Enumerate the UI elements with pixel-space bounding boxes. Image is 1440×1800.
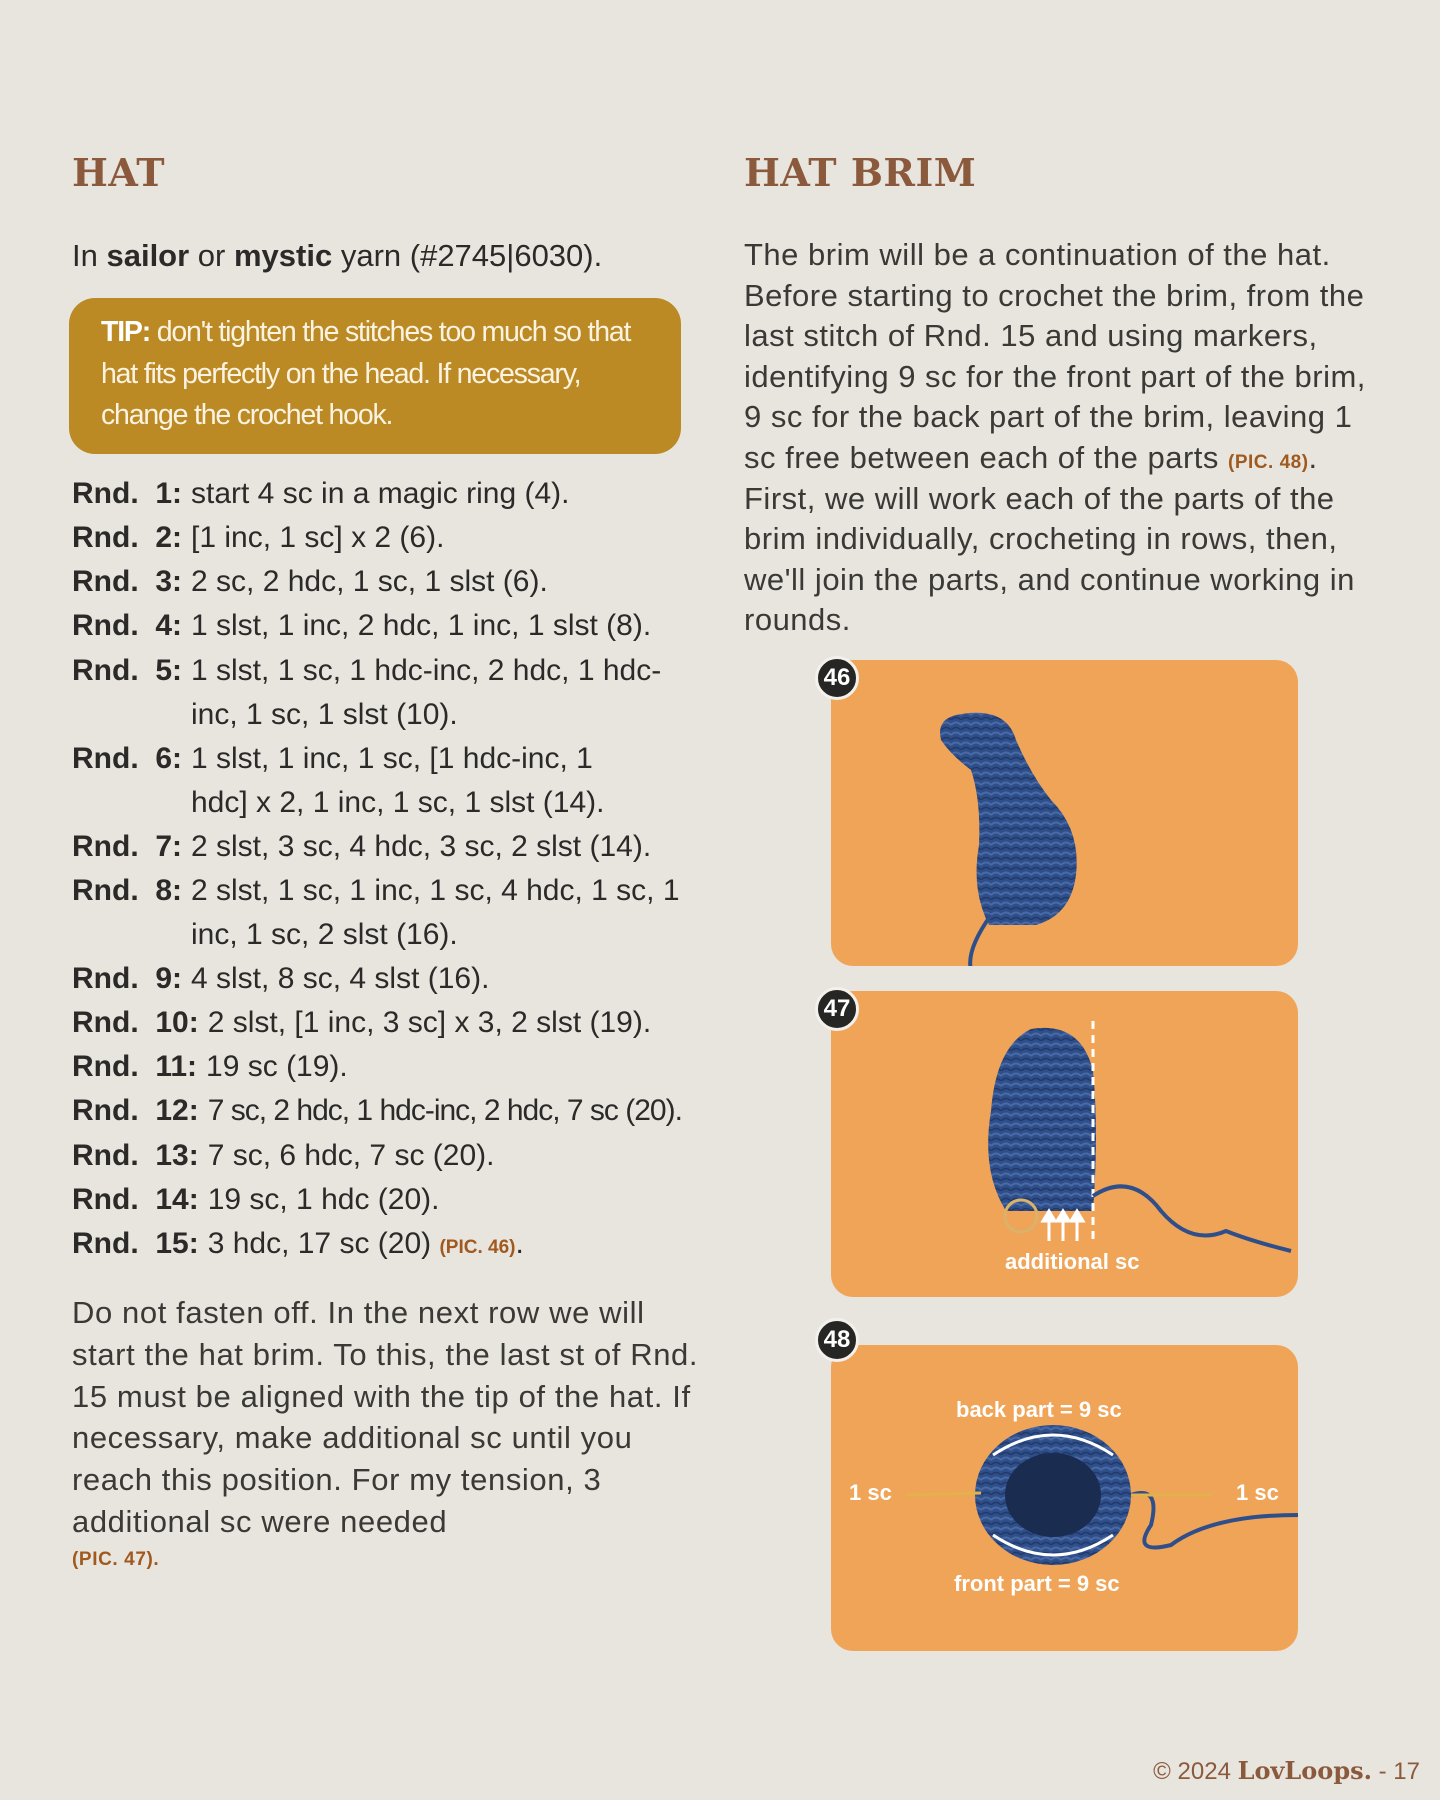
hat-cone-illustration — [831, 660, 1298, 966]
hat-intro: In sailor or mystic yarn (#2745|6030). — [72, 238, 603, 273]
round-row: Rnd. 5: 1 slst, 1 sc, 1 hdc-inc, 2 hdc, 1 hdc-inc, 1 sc, 1 slst (10). — [72, 653, 662, 731]
photo-46-badge: 46 — [815, 656, 859, 700]
brand-logo: LovLoops. — [1237, 1756, 1372, 1785]
round-row: Rnd. 1: start 4 sc in a magic ring (4). — [72, 477, 570, 511]
round-row: Rnd. 14: 19 sc, 1 hdc (20). — [72, 1182, 440, 1216]
round-row: Rnd. 8: 2 slst, 1 sc, 1 inc, 1 sc, 4 hdc, 1 sc, 1 inc, 1 sc, 2 slst (16). — [72, 873, 680, 952]
left-sc-label: 1 sc — [849, 1480, 892, 1505]
right-sc-label: 1 sc — [1236, 1480, 1279, 1505]
round-row: Rnd. 9: 4 slst, 8 sc, 4 slst (16). — [72, 962, 490, 996]
yarn-sailor: sailor — [106, 238, 190, 273]
tip-label: TIP: — [101, 316, 151, 349]
additional-sc-label: additional sc — [1005, 1249, 1140, 1274]
pic-48-ref: (PIC. 48) — [1228, 452, 1309, 474]
brim-title: HAT BRIM — [744, 150, 977, 195]
round-row: Rnd. 10: 2 slst, [1 inc, 3 sc] x 3, 2 slst (19). — [72, 1006, 652, 1040]
front-part-label: front part = 9 sc — [954, 1571, 1120, 1596]
round-row: Rnd. 7: 2 slst, 3 sc, 4 hdc, 3 sc, 2 slst (14). — [72, 829, 652, 863]
hat-section — [72, 150, 712, 1573]
round-row: Rnd. 12: 7 sc, 2 hdc, 1 hdc-inc, 2 hdc, 7 sc (20). — [72, 1094, 682, 1128]
hat-note: Do not fasten off. In the next row we will start the hat brim. To this, the last st of Rnd. 15 must be aligned with the tip of the hat. If necessary, make additional sc until you reach this position. For my tension, 3 additional sc were needed (PIC. 47). — [72, 1292, 712, 1573]
page-footer: © 2024 LovLoops. - 17 — [1153, 1756, 1420, 1785]
round-row: Rnd. 2: [1 inc, 1 sc] x 2 (6). — [72, 521, 445, 555]
round-row: Rnd. 15: 3 hdc, 17 sc (20) (PIC. 46). — [72, 1226, 524, 1260]
pic-46-ref: (PIC. 46) — [439, 1236, 516, 1258]
yarn-mystic: mystic — [233, 238, 333, 273]
round-list — [72, 472, 712, 1266]
back-part-label: back part = 9 sc — [956, 1397, 1122, 1422]
photo-46 — [831, 660, 1298, 966]
brim-text: The brim will be a continuation of the hat. Before starting to crochet the brim, from the last stitch of Rnd. 15 and using markers, identifying 9 sc for the front part of the brim, 9 sc for the back part of the brim, leaving 1 sc free between each of the parts (PIC. 48). First, we will work each of the parts of the brim individually, crocheting in rows, then, we'll join the parts, and continue working in rounds. — [744, 237, 1366, 638]
pic-47-ref: (PIC. 47). — [72, 1548, 160, 1570]
photo-47 — [831, 991, 1298, 1297]
photo-48 — [831, 1345, 1298, 1651]
page-number: - 17 — [1371, 1758, 1420, 1785]
brim-section — [744, 150, 1384, 641]
round-row: Rnd. 13: 7 sc, 6 hdc, 7 sc (20). — [72, 1138, 495, 1172]
photo-48-badge: 48 — [815, 1318, 859, 1362]
hat-top-illustration — [831, 1345, 1298, 1651]
round-row: Rnd. 4: 1 slst, 1 inc, 2 hdc, 1 inc, 1 slst (8). — [72, 609, 652, 643]
tip-box — [69, 298, 681, 454]
hat-title: HAT — [72, 150, 166, 195]
photo-47-badge: 47 — [815, 987, 859, 1031]
tip-text: don't tighten the stitches too much so that hat fits perfectly on the head. If necessary, change the crochet hook. — [101, 316, 631, 431]
round-row: Rnd. 3: 2 sc, 2 hdc, 1 sc, 1 slst (6). — [72, 565, 548, 599]
round-row: Rnd. 11: 19 sc (19). — [72, 1050, 348, 1084]
round-row: Rnd. 6: 1 slst, 1 inc, 1 sc, [1 hdc-inc, 1 hdc] x 2, 1 inc, 1 sc, 1 slst (14). — [72, 741, 605, 819]
